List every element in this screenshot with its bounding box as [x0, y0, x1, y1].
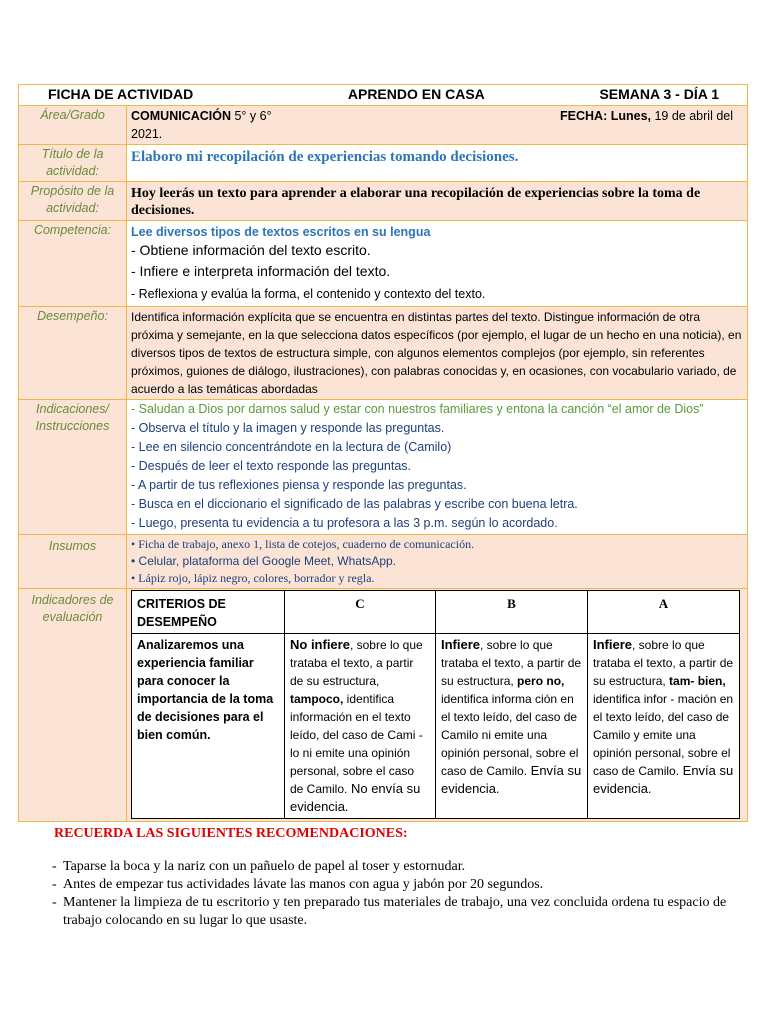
rubric-row	[132, 634, 740, 819]
fecha-label: FECHA: Lunes,	[560, 109, 651, 123]
fecha-year: 2021.	[131, 127, 163, 141]
level-c-text1: , sobre lo que trataba el texto, a partir de su estructura,	[290, 638, 423, 688]
header-center: APRENDO EN CASA	[347, 86, 485, 102]
instruction-item: - Lee en silencio concentrándote en la lectura de (Camilo)	[131, 440, 452, 454]
header-right: SEMANA 3 - DÍA 1	[599, 86, 720, 102]
reminder-item: - Antes de empezar tus actividades lávate las manos con agua y jabón por 20 segundos.	[52, 876, 732, 894]
instruction-item: - Luego, presenta tu evidencia a tu profesora a las 3 p.m. según lo acordado.	[131, 516, 558, 530]
level-a-text1: , sobre lo que trataba el texto, a partir de su estructura,	[593, 638, 734, 688]
competencia-heading: Lee diversos tipos de textos escritos en su lengua	[131, 225, 431, 239]
reminders-list	[52, 858, 732, 930]
level-c-mid: tampoco,	[290, 692, 344, 706]
reminder-item: - Mantener la limpieza de tu escritorio y ten preparado tus materiales de trabajo, una vez concluida ordena tu espacio de trabajo colocando en su lugar lo que usaste.	[52, 894, 732, 930]
area-value	[127, 106, 748, 145]
rubric-header-a: A	[588, 591, 740, 634]
activity-sheet	[18, 84, 747, 822]
proposito-label: Propósito de la actividad:	[19, 182, 127, 221]
instruction-item: - A partir de tus reflexiones piensa y responde las preguntas.	[131, 478, 467, 492]
level-b-mid: pero no,	[513, 674, 565, 688]
row-proposito	[19, 182, 748, 221]
level-c-end: No envía su evidencia.	[290, 781, 421, 814]
row-area	[19, 106, 748, 145]
level-c-lead: No infiere	[290, 637, 350, 652]
level-a-end: Envía su evidencia.	[593, 763, 734, 796]
fecha-value: 19 de abril del	[651, 109, 734, 123]
area-label: Área/Grado	[19, 106, 127, 145]
insumo-item: • Celular, plataforma del Google Meet, WhatsApp.	[131, 554, 397, 568]
instruction-item: - Busca en el diccionario el significado de las palabras y escribe con buena letra.	[131, 497, 578, 511]
grades: 5° y 6°	[231, 109, 272, 123]
reminder-item: - Taparse la boca y la nariz con un pañuelo de papel al toser y estornudar.	[52, 858, 732, 876]
insumos-label: Insumos	[19, 535, 127, 589]
competencia-label: Competencia:	[19, 221, 127, 307]
row-competencia	[19, 221, 748, 307]
level-b-text1: , sobre lo que trataba el texto, a partir de su estructura,	[441, 638, 582, 688]
level-c-text2: identifica información en el texto leído, del caso de Cami - lo ni emite una opinión personal, sobre el caso de Camilo.	[290, 692, 423, 796]
level-b-text2: identifica informa ción en el texto leído, del caso de Camilo ni emite una opinión personal, sobre el caso de Camilo.	[441, 692, 579, 778]
rubric-level-a	[588, 634, 740, 819]
level-a-lead: Infiere	[593, 637, 633, 652]
row-indicadores	[19, 589, 748, 822]
rubric-header-row	[132, 591, 740, 634]
insumo-item: • Ficha de trabajo, anexo 1, lista de cotejos, cuaderno de comunicación.	[131, 537, 475, 551]
row-desempeno	[19, 307, 748, 400]
capacidad-item: - Infiere e interpreta información del texto.	[131, 263, 391, 279]
reminders-title: RECUERDA LAS SIGUIENTES RECOMENDACIONES:	[54, 826, 408, 841]
row-titulo	[19, 145, 748, 182]
desempeno-label: Desempeño:	[19, 307, 127, 400]
insumo-item: • Lápiz rojo, lápiz negro, colores, borrador y regla.	[131, 571, 375, 585]
rubric-criterion: Analizaremos una experiencia familiar para conocer la importancia de la toma de decisiones para el bien común.	[132, 634, 285, 819]
rubric-table	[131, 590, 740, 819]
reminders-section	[52, 826, 732, 930]
row-insumos	[19, 535, 748, 589]
titulo-label: Título de la actividad:	[19, 145, 127, 182]
desempeno-value: Identifica información explícita que se encuentra en distintas partes del texto. Distingue información de otra próxima y semejante, en la que selecciona datos específicos (por ejemplo, el lugar de un hecho en una noticia), en diversos tipos de textos de estructura simple, con algunos elementos complejos (por ejemplo, sin referentes próximos, guiones de diálogo, ilustraciones), con palabras conocidas y, en ocasiones, con vocabulario variado, de acuerdo a las temáticas abordadas	[127, 307, 748, 400]
instruction-item: - Observa el título y la imagen y responde las preguntas.	[131, 421, 445, 435]
level-a-mid: tam- bien,	[665, 674, 726, 688]
subject-name: COMUNICACIÓN	[131, 109, 231, 123]
row-indicaciones	[19, 400, 748, 535]
indicadores-label: Indicadores de evaluación	[19, 589, 127, 822]
activity-title: Elaboro mi recopilación de experiencias tomando decisiones.	[131, 149, 519, 165]
capacidad-item: - Reflexiona y evalúa la forma, el contenido y contexto del texto.	[131, 287, 486, 301]
level-b-lead: Infiere	[441, 637, 481, 652]
capacidad-item: - Obtiene información del texto escrito.	[131, 242, 371, 258]
header-left: FICHA DE ACTIVIDAD	[48, 86, 194, 102]
activity-table	[18, 84, 748, 822]
level-a-text2: identifica infor - mación en el texto leído, del caso de Camilo y emite una opinión personal, sobre el caso de Camilo.	[593, 692, 734, 778]
indicaciones-label: Indicaciones/ Instrucciones	[19, 400, 127, 535]
rubric-header-criterios: CRITERIOS DE DESEMPEÑO	[132, 591, 285, 634]
level-b-end: Envía su evidencia.	[441, 763, 582, 796]
rubric-header-b: B	[436, 591, 588, 634]
header-row	[19, 85, 748, 106]
instruction-item: - Después de leer el texto responde las preguntas.	[131, 459, 412, 473]
proposito-value: Hoy leerás un texto para aprender a elaborar una recopilación de experiencias sobre la toma de decisiones.	[127, 182, 748, 221]
rubric-level-b	[436, 634, 588, 819]
instruction-item: - Saludan a Dios por darnos salud y estar con nuestros familiares y entona la canción “el amor de Dios”	[131, 402, 704, 416]
rubric-header-c: C	[285, 591, 436, 634]
rubric-level-c	[285, 634, 436, 819]
